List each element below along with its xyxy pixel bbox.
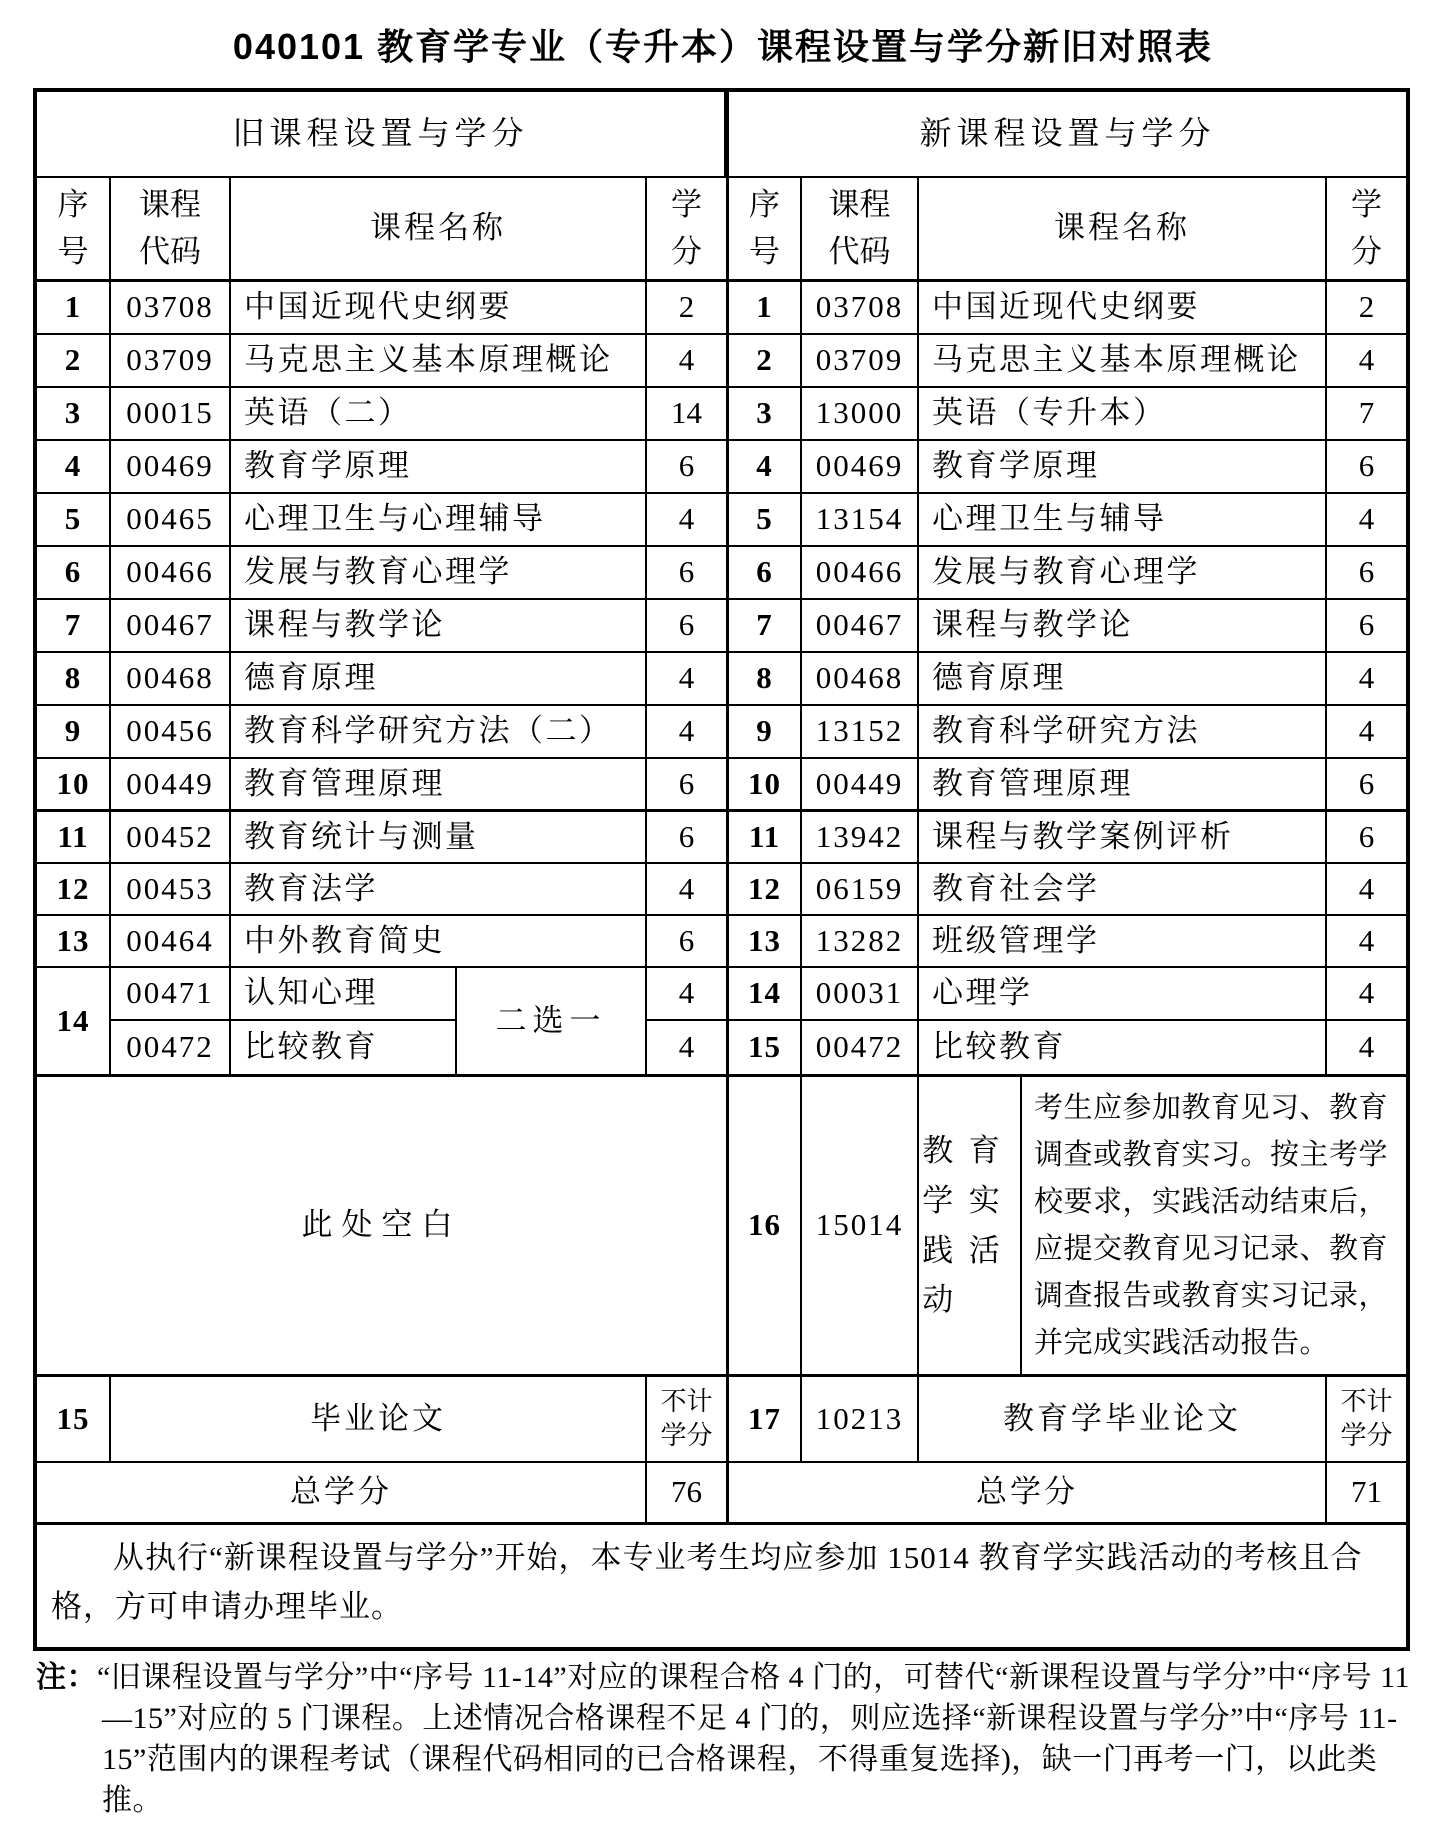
old-row-2-credit: 4 [647, 335, 726, 388]
old-row-10-code: 00449 [111, 759, 231, 812]
old-col-code [111, 178, 231, 282]
new-row-8-code: 00468 [802, 653, 919, 706]
new-col-no-label: 序号 [748, 187, 780, 269]
new-row-2-code: 03709 [802, 335, 919, 388]
new-row-3-code: 13000 [802, 388, 919, 441]
old-blank-cell: 此处空白 [37, 1077, 726, 1377]
old-row-12-credit: 4 [647, 864, 726, 916]
new-row-3-name: 英语（专升本） [919, 388, 1327, 441]
new-row-16-name [919, 1077, 1022, 1377]
old-row-1-name: 中国近现代史纲要 [231, 282, 647, 335]
old-row-12-no: 12 [37, 864, 111, 916]
old-row-6-no: 6 [37, 547, 111, 600]
new-row-14-name: 心理学 [919, 968, 1327, 1021]
new-row-13-code: 13282 [802, 916, 919, 968]
new-thesis-code: 10213 [802, 1377, 919, 1463]
old-row-1-credit: 2 [647, 282, 726, 335]
old-row-3-credit: 14 [647, 388, 726, 441]
new-thesis-name: 教育学毕业论文 [919, 1377, 1327, 1463]
footnote-text: “旧课程设置与学分”中“序号 11-14”对应的课程合格 4 门的，可替代“新课程设置与学分”中“序号 11—15”对应的 5 门课程。上述情况合格课程不足 4 门的，则应选择“新课程设置与学分”中“序号 11-15”范围内的课程考试（课程代码相同的已合格课程，不得重复选择)，缺一门再考一门，以此类推。 [97, 1661, 1410, 1817]
old-col-no-label: 序号 [57, 187, 89, 269]
new-row-15-credit: 4 [1327, 1021, 1406, 1077]
new-row-7-name: 课程与教学论 [919, 600, 1327, 653]
old-total-label: 总学分 [37, 1463, 647, 1525]
old-row-10-credit: 6 [647, 759, 726, 812]
old-row-3-no: 3 [37, 388, 111, 441]
old-row-5-no: 5 [37, 494, 111, 547]
old-row-15-no: 15 [37, 1377, 111, 1463]
new-row-15-code: 00472 [802, 1021, 919, 1077]
new-row-13-credit: 4 [1327, 916, 1406, 968]
new-row-12-credit: 4 [1327, 864, 1406, 916]
old-row-3-code: 00015 [111, 388, 231, 441]
old-row-8-credit: 4 [647, 653, 726, 706]
table-note: 从执行“新课程设置与学分”开始，本专业考生均应参加 15014 教育学实践活动的考核且合格，方可申请办理毕业。 [51, 1540, 1363, 1624]
old-row-12-code: 00453 [111, 864, 231, 916]
new-row-16-no: 16 [726, 1077, 802, 1377]
new-row-2-name: 马克思主义基本原理概论 [919, 335, 1327, 388]
new-row-8-name: 德育原理 [919, 653, 1327, 706]
practice-name-label: 教育学实践活动 [922, 1133, 1016, 1318]
old-row-1-no: 1 [37, 282, 111, 335]
new-row-2-no: 2 [726, 335, 802, 388]
new-row-3-no: 3 [726, 388, 802, 441]
old-col-no [37, 178, 111, 282]
old-row-7-no: 7 [37, 600, 111, 653]
new-row-6-no: 6 [726, 547, 802, 600]
old-row-13-name: 中外教育简史 [231, 916, 647, 968]
new-row-5-code: 13154 [802, 494, 919, 547]
new-row-9-credit: 4 [1327, 706, 1406, 759]
new-row-5-name: 心理卫生与辅导 [919, 494, 1327, 547]
old-choice-1-name: 认知心理 [231, 968, 457, 1021]
old-row-13-credit: 6 [647, 916, 726, 968]
new-row-11-credit: 6 [1327, 812, 1406, 864]
old-choice-1-credit: 4 [647, 968, 726, 1021]
old-thesis-credit [647, 1377, 726, 1463]
new-row-6-code: 00466 [802, 547, 919, 600]
old-row-10-no: 10 [37, 759, 111, 812]
new-row-8-no: 8 [726, 653, 802, 706]
new-row-7-credit: 6 [1327, 600, 1406, 653]
new-thesis-credit-label: 不计学分 [1340, 1387, 1393, 1450]
new-row-1-name: 中国近现代史纲要 [919, 282, 1327, 335]
new-row-4-no: 4 [726, 441, 802, 494]
new-row-11-name: 课程与教学案例评析 [919, 812, 1327, 864]
old-row-13-code: 00464 [111, 916, 231, 968]
old-row-8-code: 00468 [111, 653, 231, 706]
new-row-3-credit: 7 [1327, 388, 1406, 441]
new-row-2-credit: 4 [1327, 335, 1406, 388]
old-row-11-name: 教育统计与测量 [231, 812, 647, 864]
old-thesis-credit-label: 不计学分 [660, 1387, 713, 1450]
new-row-15-no: 15 [726, 1021, 802, 1077]
new-row-6-name: 发展与教育心理学 [919, 547, 1327, 600]
old-row-4-name: 教育学原理 [231, 441, 647, 494]
new-row-10-credit: 6 [1327, 759, 1406, 812]
new-row-16-code: 15014 [802, 1077, 919, 1377]
old-col-credit [647, 178, 726, 282]
new-col-no [726, 178, 802, 282]
old-row-11-code: 00452 [111, 812, 231, 864]
new-row-12-no: 12 [726, 864, 802, 916]
new-row-1-code: 03708 [802, 282, 919, 335]
new-row-7-code: 00467 [802, 600, 919, 653]
new-row-15-name: 比较教育 [919, 1021, 1327, 1077]
old-choice-1-code: 00471 [111, 968, 231, 1021]
new-col-code-label: 课程代码 [828, 187, 891, 269]
new-col-credit-label: 学分 [1350, 187, 1382, 269]
old-row-2-no: 2 [37, 335, 111, 388]
old-total-value: 76 [647, 1463, 726, 1525]
new-row-14-code: 00031 [802, 968, 919, 1021]
comparison-table [33, 88, 1410, 1651]
new-row-10-no: 10 [726, 759, 802, 812]
old-choice-2-code: 00472 [111, 1021, 231, 1077]
old-row-14-no: 14 [37, 968, 111, 1077]
new-row-16-note: 考生应参加教育见习、教育调查或教育实习。按主考学校要求，实践活动结束后，应提交教育见习记录、教育调查报告或教育实习记录，并完成实践活动报告。 [1022, 1077, 1406, 1377]
new-total-label: 总学分 [726, 1463, 1327, 1525]
old-col-credit-label: 学分 [670, 187, 702, 269]
new-row-1-no: 1 [726, 282, 802, 335]
old-row-13-no: 13 [37, 916, 111, 968]
footnote-label: 注： [36, 1661, 97, 1694]
old-col-code-label: 课程代码 [139, 187, 201, 269]
old-row-7-code: 00467 [111, 600, 231, 653]
old-row-8-name: 德育原理 [231, 653, 647, 706]
old-row-12-name: 教育法学 [231, 864, 647, 916]
old-row-2-code: 03709 [111, 335, 231, 388]
new-row-9-code: 13152 [802, 706, 919, 759]
old-thesis-name: 毕业论文 [111, 1377, 647, 1463]
old-row-1-code: 03708 [111, 282, 231, 335]
old-row-11-no: 11 [37, 812, 111, 864]
new-row-12-code: 06159 [802, 864, 919, 916]
new-row-6-credit: 6 [1327, 547, 1406, 600]
new-row-1-credit: 2 [1327, 282, 1406, 335]
new-row-9-no: 9 [726, 706, 802, 759]
new-row-10-code: 00449 [802, 759, 919, 812]
new-col-code [802, 178, 919, 282]
old-row-4-no: 4 [37, 441, 111, 494]
new-row-17-no: 17 [726, 1377, 802, 1463]
old-row-6-name: 发展与教育心理学 [231, 547, 647, 600]
new-row-13-no: 13 [726, 916, 802, 968]
new-row-10-name: 教育管理原理 [919, 759, 1327, 812]
old-row-5-code: 00465 [111, 494, 231, 547]
old-choice-label: 二选一 [457, 968, 647, 1077]
new-row-14-no: 14 [726, 968, 802, 1021]
old-row-9-code: 00456 [111, 706, 231, 759]
old-choice-2-name: 比较教育 [231, 1021, 457, 1077]
old-choice-2-credit: 4 [647, 1021, 726, 1077]
old-row-9-no: 9 [37, 706, 111, 759]
new-row-11-code: 13942 [802, 812, 919, 864]
new-row-13-name: 班级管理学 [919, 916, 1327, 968]
footnote-paragraph [36, 1657, 1412, 1821]
old-row-9-credit: 4 [647, 706, 726, 759]
new-row-8-credit: 4 [1327, 653, 1406, 706]
old-row-7-name: 课程与教学论 [231, 600, 647, 653]
old-row-3-name: 英语（二） [231, 388, 647, 441]
new-row-5-credit: 4 [1327, 494, 1406, 547]
new-row-5-no: 5 [726, 494, 802, 547]
old-row-5-credit: 4 [647, 494, 726, 547]
new-row-4-name: 教育学原理 [919, 441, 1327, 494]
old-row-6-credit: 6 [647, 547, 726, 600]
old-row-11-credit: 6 [647, 812, 726, 864]
new-total-value: 71 [1327, 1463, 1406, 1525]
new-row-12-name: 教育社会学 [919, 864, 1327, 916]
new-thesis-credit [1327, 1377, 1406, 1463]
new-col-credit [1327, 178, 1406, 282]
old-row-2-name: 马克思主义基本原理概论 [231, 335, 647, 388]
new-row-14-credit: 4 [1327, 968, 1406, 1021]
new-col-name: 课程名称 [919, 178, 1327, 282]
old-row-7-credit: 6 [647, 600, 726, 653]
old-row-8-no: 8 [37, 653, 111, 706]
new-row-11-no: 11 [726, 812, 802, 864]
old-table-header: 旧课程设置与学分 [37, 92, 726, 178]
page-title: 040101 教育学专业（专升本）课程设置与学分新旧对照表 [232, 25, 1214, 67]
new-row-4-credit: 6 [1327, 441, 1406, 494]
new-table-header: 新课程设置与学分 [726, 92, 1406, 178]
old-col-name: 课程名称 [231, 178, 647, 282]
old-row-4-credit: 6 [647, 441, 726, 494]
old-row-5-name: 心理卫生与心理辅导 [231, 494, 647, 547]
old-row-4-code: 00469 [111, 441, 231, 494]
old-row-9-name: 教育科学研究方法（二） [231, 706, 647, 759]
new-row-4-code: 00469 [802, 441, 919, 494]
old-row-10-name: 教育管理原理 [231, 759, 647, 812]
footnote [36, 1657, 1412, 1821]
new-row-7-no: 7 [726, 600, 802, 653]
old-row-6-code: 00466 [111, 547, 231, 600]
new-row-9-name: 教育科学研究方法 [919, 706, 1327, 759]
